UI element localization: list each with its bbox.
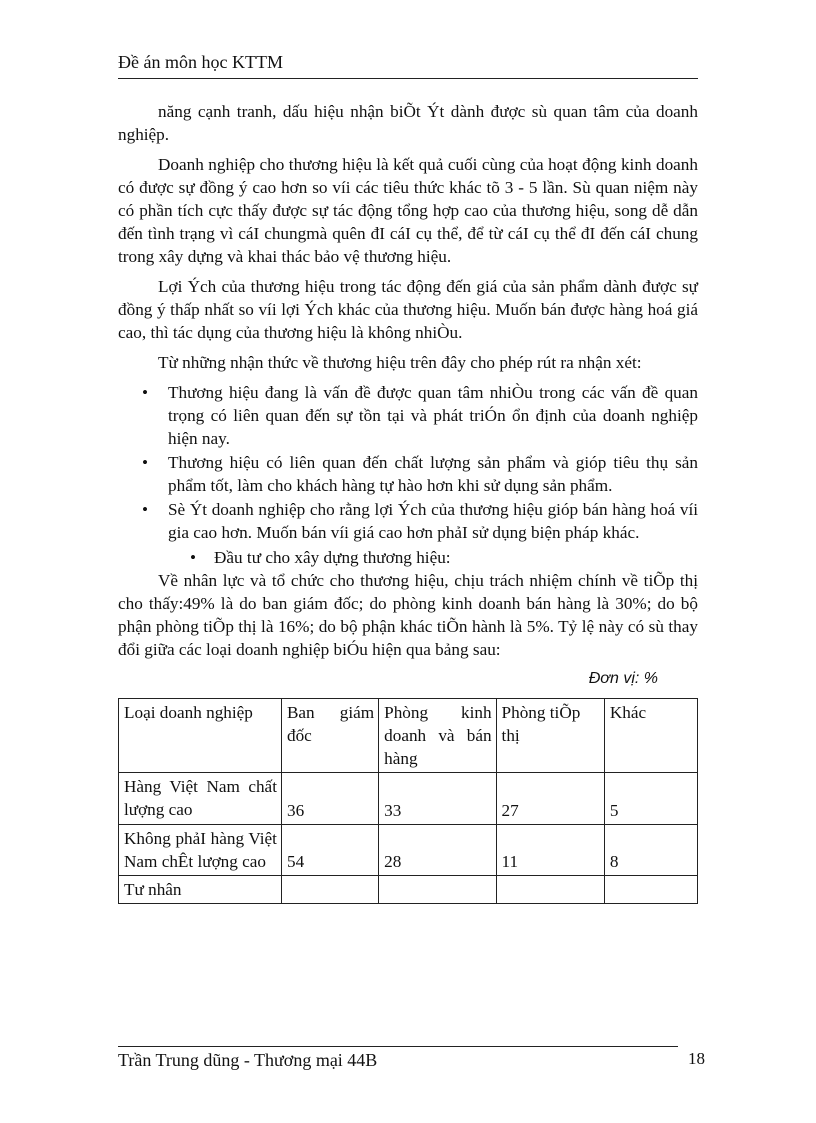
bullet-list	[118, 381, 698, 544]
table-cell: 36	[281, 773, 378, 825]
table-header-row	[119, 699, 698, 773]
table-cell: 33	[379, 773, 496, 825]
table-cell	[604, 876, 697, 904]
page-footer	[118, 1046, 678, 1071]
bullet-dot-icon: •	[142, 383, 149, 402]
table-header-cell: Khác	[604, 699, 697, 773]
table-header-cell: Loại doanh nghiệp	[119, 699, 282, 773]
bullet-text: Thương hiệu có liên quan đến chất lượng sản phẩm và gióp tiêu thụ sản phẩm tốt, làm cho khách hàng tự hào hơn khi sử dụng sản phẩm.	[168, 453, 698, 495]
table-cell: 8	[604, 825, 697, 876]
page-number: 18	[688, 1049, 705, 1068]
table-row	[119, 825, 698, 876]
document-body	[118, 100, 698, 904]
paragraph-1: năng cạnh tranh, dấu hiệu nhận biÕt Ýt dành được sù quan tâm của doanh nghiệp.	[118, 102, 698, 144]
table-cell	[496, 876, 604, 904]
table-cell: 54	[281, 825, 378, 876]
data-table	[118, 698, 698, 904]
table-cell	[379, 876, 496, 904]
page-header	[118, 52, 698, 79]
table-header-cell: Phòng tiÕp thị	[496, 699, 604, 773]
bullet-dot-icon: •	[190, 548, 197, 567]
footer-author: Trần Trung dũng - Thương mại 44B	[118, 1050, 378, 1070]
bullet-item	[118, 451, 698, 497]
unit-label: Đơn vị: %	[588, 670, 658, 687]
table-cell: 5	[604, 773, 697, 825]
bullet-item	[118, 498, 698, 544]
table-cell: Tư nhân	[119, 876, 282, 904]
paragraph-3: Lợi Ých của thương hiệu trong tác động đến giá của sản phẩm dành được sự đồng ý thấp nhất so víi lợi Ých khác của thương hiệu. Muốn bán được hàng hoá giá cao, thì tác dụng của thương hiệu là không nhiÒu.	[118, 277, 698, 342]
table-cell: Hàng Việt Nam chất lượng cao	[119, 773, 282, 825]
table-cell	[281, 876, 378, 904]
bullet-text: Sè Ýt doanh nghiệp cho rằng lợi Ých của thương hiệu gióp bán hàng hoá víi gia cao hơn. Muốn bán víi giá cao hơn phảI sử dụng biện pháp khác.	[168, 500, 698, 542]
table-row	[119, 773, 698, 825]
bullet-item	[118, 381, 698, 450]
table-cell: 28	[379, 825, 496, 876]
bullet-dot-icon: •	[142, 453, 149, 472]
bullet-text: Thương hiệu đang là vấn đề được quan tâm nhiÒu trong các vấn đề quan trọng có liên quan đến sự tồn tại và phát triÓn ổn định của doanh nghiệp hiện nay.	[168, 383, 698, 448]
table-cell: Không phảI hàng Việt Nam chÊt lượng cao	[119, 825, 282, 876]
header-title: Đề án môn học KTTM	[118, 52, 283, 72]
paragraph-2: Doanh nghiệp cho thương hiệu là kết quả cuối cùng của hoạt động kinh doanh có được sự đồng ý cao hơn so víi các tiêu thức khác tõ 3 - 5 lần. Sù quan niệm này có phần tích cực thấy được sự tác động tổng hợp cao của thương hiệu, song dễ dẫn đến tình trạng vì cáI chungmà quên đI cáI cụ thể, để từ cáI cụ thể đI đến cáI chung trong xây dựng và khai thác bảo vệ thương hiệu.	[118, 155, 698, 266]
table-cell: 11	[496, 825, 604, 876]
table-header-cell: Phòng kinh doanh và bán hàng	[379, 699, 496, 773]
sub-bullet-text: Đầu tư cho xây dựng thương hiệu:	[214, 548, 451, 567]
bullet-dot-icon: •	[142, 500, 149, 519]
sub-bullet	[118, 546, 698, 569]
paragraph-5: Về nhân lực và tổ chức cho thương hiệu, chịu trách nhiệm chính về tiÕp thị cho thấy:49% là do ban giám đốc; do phòng kinh doanh bán hàng là 30%; do bộ phận phòng tiÕp thị là 16%; do bộ phận khác tiÕn hành là 5%. Tỷ lệ này có sù thay đổi giữa các loại doanh nghiệp biÓu hiện qua bảng sau:	[118, 571, 698, 659]
paragraph-4: Từ những nhận thức về thương hiệu trên đây cho phép rút ra nhận xét:	[158, 353, 642, 372]
table-cell: 27	[496, 773, 604, 825]
table-header-cell: Ban giám đốc	[281, 699, 378, 773]
table-row	[119, 876, 698, 904]
